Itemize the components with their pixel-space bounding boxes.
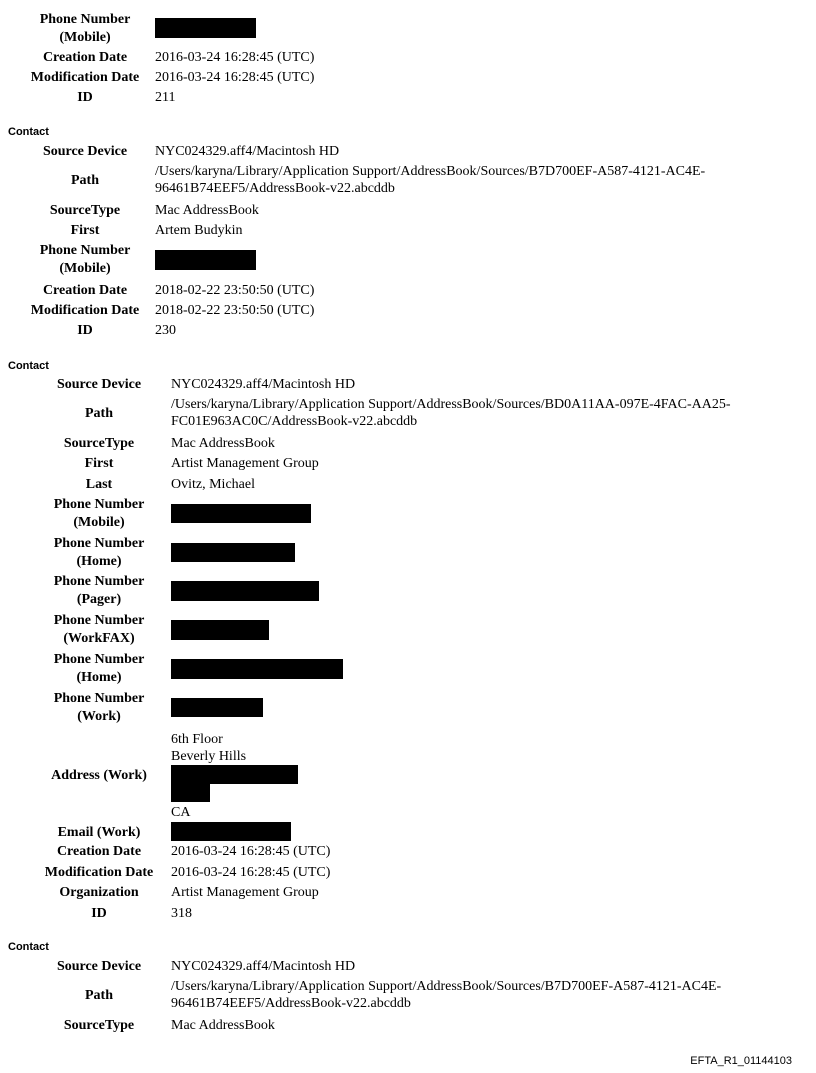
redaction-block — [155, 18, 256, 38]
redaction-block — [171, 822, 291, 841]
modification-date-value: 2016-03-24 16:28:45 (UTC) — [155, 70, 315, 85]
address-line2: Beverly Hills — [171, 749, 247, 764]
source-device-label: Source Device — [56, 377, 142, 392]
first-value: Artem Budykin — [155, 223, 243, 238]
path-label: Path — [71, 173, 99, 188]
source-device-label: Source Device — [42, 144, 128, 159]
modification-date-label: Modification Date — [30, 70, 140, 85]
phone-mobile-label: Phone Number (Mobile) — [39, 243, 131, 276]
modification-date-value: 2018-02-22 23:50:50 (UTC) — [155, 303, 315, 318]
redaction-block — [171, 765, 298, 784]
redaction-block — [171, 659, 343, 679]
phone-workfax-label: Phone Number (WorkFAX) — [53, 613, 145, 646]
path-value-line1: /Users/karyna/Library/Application Support/AddressBook/Sources/B7D700EF-A587-4121-AC4E- — [171, 979, 722, 994]
path-value-line2: 96461B74EEF5/AddressBook-v22.abcddb — [171, 996, 411, 1011]
id-label: ID — [77, 90, 93, 105]
path-value-line1: /Users/karyna/Library/Application Support/AddressBook/Sources/BD0A11AA-097E-4FAC-AA25- — [171, 397, 731, 412]
modification-date-label: Modification Date — [44, 865, 154, 880]
contact-heading: Contact — [8, 126, 49, 138]
phone-pager-label: Phone Number (Pager) — [53, 574, 145, 607]
phone-mobile-label: Phone Number (Mobile) — [39, 12, 131, 45]
creation-date-value: 2018-02-22 23:50:50 (UTC) — [155, 283, 315, 298]
source-device-label: Source Device — [56, 959, 142, 974]
id-value: 318 — [171, 906, 192, 921]
first-label: First — [84, 456, 114, 471]
redaction-block — [171, 784, 210, 802]
id-label: ID — [91, 906, 107, 921]
last-label: Last — [85, 477, 113, 492]
email-work-label: Email (Work) — [57, 825, 141, 840]
redaction-block — [171, 698, 263, 717]
address-line1: 6th Floor — [171, 732, 223, 747]
source-device-value: NYC024329.aff4/Macintosh HD — [171, 377, 356, 392]
creation-date-label: Creation Date — [42, 283, 128, 298]
id-value: 230 — [155, 323, 176, 338]
source-type-value: Mac AddressBook — [155, 203, 259, 218]
modification-date-value: 2016-03-24 16:28:45 (UTC) — [171, 865, 331, 880]
address-state: CA — [171, 805, 191, 820]
first-value: Artist Management Group — [171, 456, 319, 471]
document-footer-id: EFTA_R1_01144103 — [690, 1055, 792, 1067]
path-label: Path — [85, 406, 113, 421]
first-label: First — [70, 223, 100, 238]
contact-heading: Contact — [8, 360, 49, 372]
id-label: ID — [77, 323, 93, 338]
path-value-line1: /Users/karyna/Library/Application Support/AddressBook/Sources/B7D700EF-A587-4121-AC4E- — [155, 164, 706, 179]
redaction-block — [171, 581, 319, 601]
source-type-label: SourceType — [63, 436, 135, 451]
creation-date-label: Creation Date — [56, 844, 142, 859]
organization-value: Artist Management Group — [171, 885, 319, 900]
organization-label: Organization — [59, 885, 139, 900]
source-device-value: NYC024329.aff4/Macintosh HD — [155, 144, 340, 159]
phone-work-label: Phone Number (Work) — [53, 691, 145, 724]
phone-home-label: Phone Number (Home) — [53, 536, 145, 569]
path-value-line2: FC01E963AC0C/AddressBook-v22.abcddb — [171, 414, 418, 429]
redaction-block — [171, 504, 311, 523]
creation-date-value: 2016-03-24 16:28:45 (UTC) — [171, 844, 331, 859]
path-value-line2: 96461B74EEF5/AddressBook-v22.abcddb — [155, 181, 395, 196]
phone-mobile-label: Phone Number (Mobile) — [53, 497, 145, 530]
last-value: Ovitz, Michael — [171, 477, 255, 492]
phone-home-label: Phone Number (Home) — [53, 652, 145, 685]
source-type-value: Mac AddressBook — [171, 1018, 275, 1033]
modification-date-label: Modification Date — [30, 303, 140, 318]
source-type-value: Mac AddressBook — [171, 436, 275, 451]
redaction-block — [155, 250, 256, 270]
source-type-label: SourceType — [49, 203, 121, 218]
creation-date-label: Creation Date — [42, 50, 128, 65]
source-device-value: NYC024329.aff4/Macintosh HD — [171, 959, 356, 974]
id-value: 211 — [155, 90, 176, 105]
redaction-block — [171, 620, 269, 640]
address-work-label: Address (Work) — [51, 768, 147, 783]
creation-date-value: 2016-03-24 16:28:45 (UTC) — [155, 50, 315, 65]
source-type-label: SourceType — [63, 1018, 135, 1033]
redaction-block — [171, 543, 295, 562]
contact-heading: Contact — [8, 941, 49, 953]
path-label: Path — [85, 988, 113, 1003]
